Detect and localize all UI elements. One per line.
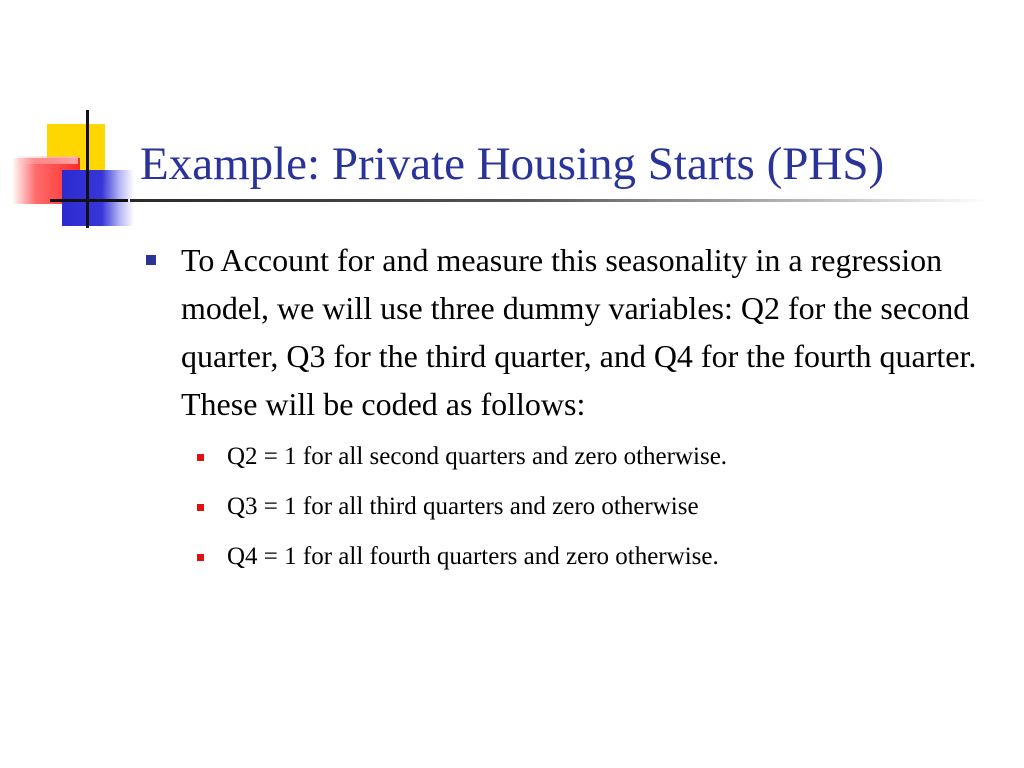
sub-bullet-item — [140, 432, 990, 482]
sub-bullet-text: Q3 = 1 for all third quarters and zero otherwise — [227, 493, 699, 520]
square-bullet-icon — [197, 554, 204, 561]
slide-body — [140, 236, 990, 582]
sub-bullet-item — [140, 532, 990, 582]
title-underline — [130, 199, 990, 202]
logo-vertical-line — [86, 110, 89, 228]
sub-bullet-text: Q2 = 1 for all second quarters and zero otherwise. — [227, 443, 728, 470]
sub-bullet-text: Q4 = 1 for all fourth quarters and zero otherwise. — [227, 543, 719, 570]
sub-bullet-item — [140, 482, 990, 532]
logo-blue-square — [62, 170, 134, 226]
logo-red-highlight — [18, 156, 78, 164]
slide-logo-graphic — [0, 0, 200, 240]
logo-horizontal-line — [50, 199, 128, 202]
sub-bullet-list — [140, 432, 990, 582]
bullet-item — [140, 236, 990, 428]
square-bullet-icon — [197, 504, 204, 511]
slide-title: Example: Private Housing Starts (PHS) — [140, 138, 885, 190]
bullet-text: To Account for and measure this seasonality in a regression model, we will use three dummy variables: Q2 for the second quarter, Q3 for the third quarter, and Q4 for the fourth quarter. These will be coded as follows: — [181, 242, 977, 422]
square-bullet-icon — [146, 255, 156, 265]
square-bullet-icon — [197, 454, 204, 461]
